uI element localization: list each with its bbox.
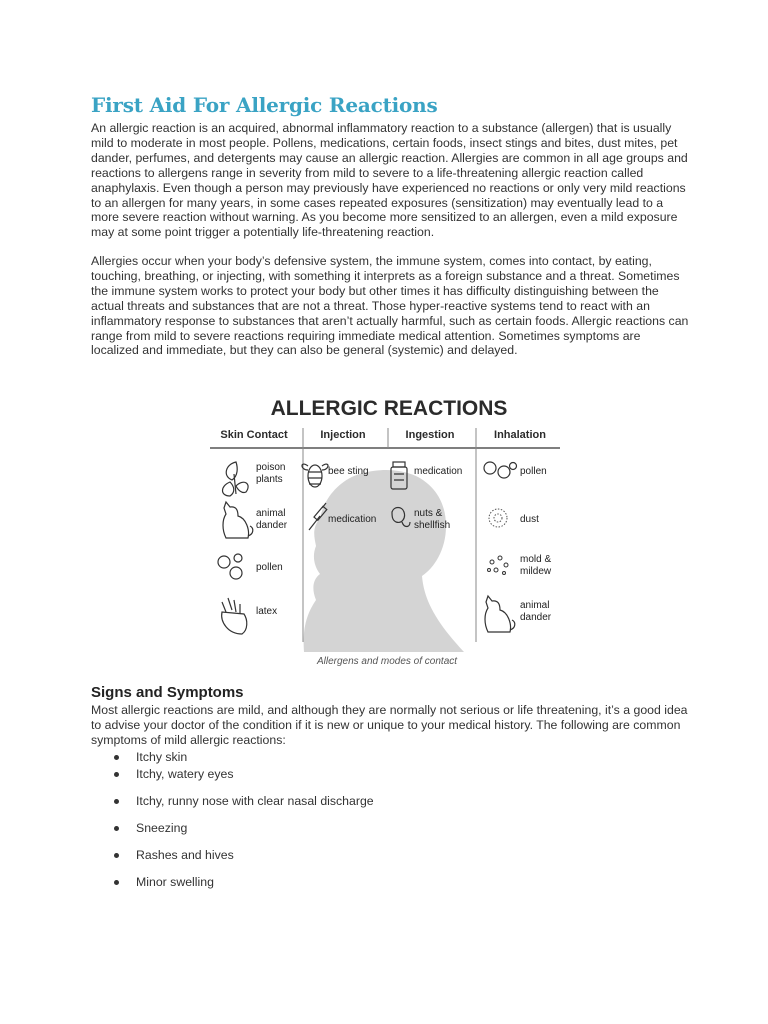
bee-icon (302, 464, 328, 487)
allergic-reactions-figure (208, 390, 570, 652)
inhalation-item-mold-mildew-line1: mold & (520, 554, 552, 565)
skin-item-pollen: pollen (256, 562, 283, 573)
skin-item-poison-plants-line2: plants (256, 474, 283, 485)
pollen-icon (218, 554, 242, 579)
signs-intro-paragraph: Most allergic reactions are mild, and although they are normally not serious or life threatening, it’s a good idea to advise your doctor of the condition if it is new or unique to your medical history. The following are common symptoms of mild allergic reactions: (91, 703, 688, 747)
bullet-icon (114, 853, 119, 858)
intro-paragraph-1: An allergic reaction is an acquired, abnormal inflammatory reaction to a substance (allergen) that is usually mild to moderate in most people. Pollens, medications, certain foods, insect stings and bites, dust mites, pet dander, perfumes, and detergents may cause an allergic reaction. Allergies are common in all age groups and reactions to allergens range in severity from mild to severe to a life-threatening allergic reaction called anaphylaxis. Even though a person may previously have experienced no reactions or only very mild reactions to an allergen for many years, in some cases repeated exposures (sensitization) may eventually lead to a more severe reaction without warning. As you become more sensitized to an allergen, even a mild exposure may at some point trigger a potentially life-threatening reaction. (91, 121, 688, 240)
inhalation-item-mold-mildew-line2: mildew (520, 566, 552, 577)
symptom-text: Rashes and hives (136, 848, 234, 862)
skin-item-animal-dander-line1: animal (256, 508, 286, 519)
skin-item-animal-dander-line2: dander (256, 520, 288, 531)
section-heading-signs: Signs and Symptoms (91, 684, 244, 701)
cat-icon (485, 596, 515, 632)
symptom-text: Itchy skin (136, 750, 188, 764)
injection-item-bee-sting: bee sting (328, 466, 369, 477)
gloved-hand-icon (222, 598, 247, 634)
symptom-text: Minor swelling (136, 875, 214, 889)
pollen-icon (484, 462, 517, 478)
bullet-icon (114, 826, 119, 831)
column-header-skin-contact: Skin Contact (220, 429, 288, 441)
poison-plant-icon (223, 462, 249, 496)
page-title: First Aid For Allergic Reactions (91, 93, 438, 117)
symptom-text: Sneezing (136, 821, 188, 835)
skin-item-poison-plants-line1: poison (256, 462, 286, 473)
bullet-icon (114, 755, 119, 760)
injection-item-medication: medication (328, 514, 377, 525)
column-header-ingestion: Ingestion (405, 429, 455, 441)
mold-icon (488, 556, 509, 575)
intro-paragraph-2: Allergies occur when your body’s defensive system, the immune system, comes into contact, by eating, touching, breathing, or injecting, with something it interprets as a foreign substance and a threat. Sometimes the immune system works to protect your body but other times it has difficulty distinguishing between the actual threats and substances that are not a threat. Those hyper-reactive systems tend to react with an inflammatory response to substances that aren’t actually harmful, such as certain foods. Allergic reactions can range from mild to severe reactions requiring immediate medical attention. Sometimes symptoms are localized and immediate, but they can also be general (systemic) and delayed. (91, 254, 689, 358)
column-header-injection: Injection (320, 429, 366, 441)
skin-item-latex: latex (256, 606, 278, 617)
figure-title: ALLERGIC REACTIONS (270, 397, 508, 420)
cat-icon (223, 502, 253, 538)
head-silhouette (304, 470, 464, 652)
inhalation-item-animal-dander-line2: dander (520, 612, 552, 623)
inhalation-item-dust: dust (520, 514, 539, 525)
ingestion-item-medication: medication (414, 466, 463, 477)
ingestion-item-nuts-shellfish-line2: shellfish (414, 520, 451, 531)
bullet-icon (114, 799, 119, 804)
dust-icon (489, 509, 507, 527)
bullet-icon (114, 772, 119, 777)
figure-svg (208, 390, 570, 652)
symptom-text: Itchy, runny nose with clear nasal discharge (136, 794, 374, 808)
bullet-icon (114, 880, 119, 885)
column-header-inhalation: Inhalation (494, 429, 546, 441)
figure-caption: Allergens and modes of contact (316, 656, 458, 667)
ingestion-item-nuts-shellfish-line1: nuts & (414, 508, 443, 519)
symptom-text: Itchy, watery eyes (136, 767, 234, 781)
inhalation-item-pollen: pollen (520, 466, 547, 477)
inhalation-item-animal-dander-line1: animal (520, 600, 550, 611)
